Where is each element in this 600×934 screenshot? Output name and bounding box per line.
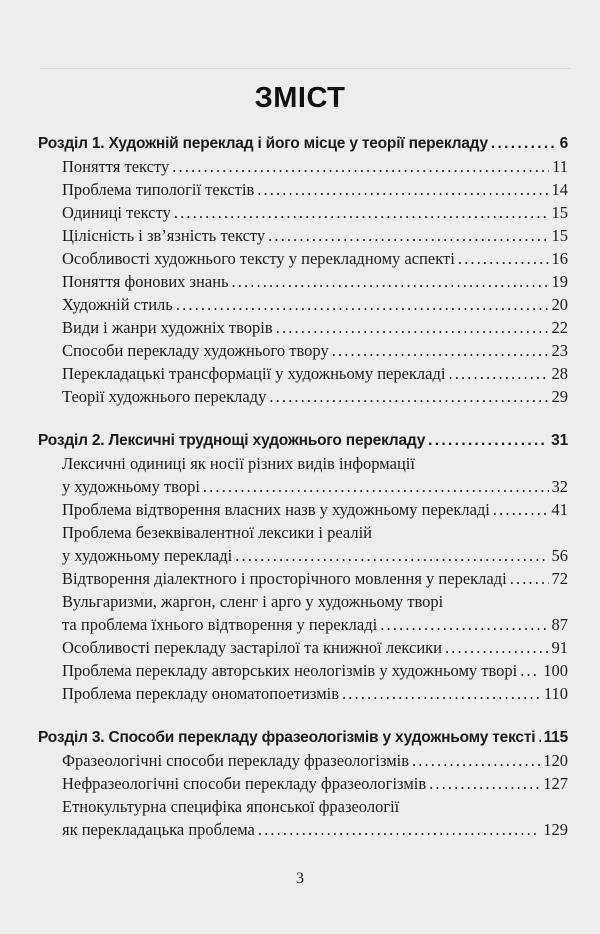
dot-leader	[342, 682, 541, 705]
entry-page: 32	[551, 477, 568, 496]
entry-title: Особливості перекладу застарілої та книжної лексики	[62, 638, 443, 657]
entry-page: 29	[551, 387, 568, 406]
dot-leader	[491, 132, 557, 155]
entry-title: Лексичні одиниці як носії різних видів інформації	[62, 454, 415, 473]
toc-entry[interactable]	[38, 818, 568, 841]
toc-entry[interactable]	[38, 385, 568, 408]
section-title: Розділ 2. Лексичні труднощі художнього перекладу	[38, 432, 426, 449]
entry-title: Проблема перекладу авторських неологізмів у художньому творі	[62, 661, 518, 680]
toc-entry[interactable]	[38, 682, 568, 705]
entry-page: 20	[551, 295, 568, 314]
entry-page: 129	[543, 820, 568, 839]
entry-title: Способи перекладу художнього твору	[62, 341, 329, 360]
entry-title: Поняття тексту	[62, 157, 170, 176]
dot-leader	[174, 201, 549, 224]
entry-title: Вульгаризми, жаргон, сленг і арго у художньому творі	[62, 592, 444, 611]
entry-title: як перекладацька проблема	[62, 820, 255, 839]
toc-entry[interactable]	[38, 749, 568, 772]
dot-leader	[269, 385, 548, 408]
dot-leader	[429, 772, 540, 795]
entry-title: Фразеологічні способи перекладу фразеологізмів	[62, 751, 410, 770]
toc-entry[interactable]	[38, 247, 568, 270]
entry-title: Проблема безеквівалентної лексики і реалій	[62, 523, 372, 542]
section-page: 6	[559, 135, 568, 152]
entry-title: Цілісність і зв’язність тексту	[62, 226, 266, 245]
toc-entry[interactable]	[38, 339, 568, 362]
entry-title: та проблема їхнього відтворення у перекладі	[62, 615, 378, 634]
entry-title: Особливості художнього тексту у перекладному аспекті	[62, 249, 455, 268]
dot-leader	[428, 429, 548, 452]
page-number: 3	[296, 870, 304, 887]
dot-leader	[268, 224, 548, 247]
dot-leader	[412, 749, 540, 772]
entry-page: 16	[551, 249, 568, 268]
entry-page: 15	[551, 203, 568, 222]
toc-entry[interactable]	[38, 270, 568, 293]
dot-leader	[380, 613, 548, 636]
entry-page: 72	[551, 569, 568, 588]
toc-entry[interactable]	[38, 475, 568, 498]
dot-leader	[232, 270, 549, 293]
toc-entry[interactable]	[38, 567, 568, 590]
dot-leader	[235, 544, 548, 567]
entry-title: Одиниці тексту	[62, 203, 171, 222]
dot-leader	[510, 567, 549, 590]
entry-title: Теорії художнього перекладу	[62, 387, 267, 406]
toc-entry[interactable]	[38, 613, 568, 636]
entry-page: 100	[543, 661, 568, 680]
entry-page: 127	[543, 774, 568, 793]
dot-leader	[520, 659, 540, 682]
toc-entry[interactable]	[38, 590, 568, 613]
entry-title: Види і жанри художніх творів	[62, 318, 273, 337]
entry-title: Проблема перекладу ономатопоетизмів	[62, 684, 340, 703]
entry-page: 11	[552, 157, 568, 176]
dot-leader	[445, 636, 548, 659]
entry-page: 15	[551, 226, 568, 245]
entry-title: Художній стиль	[62, 295, 173, 314]
toc-entry[interactable]	[38, 362, 568, 385]
entry-page: 91	[551, 638, 568, 657]
dot-leader	[258, 818, 540, 841]
dot-leader	[448, 362, 548, 385]
entry-page: 19	[551, 272, 568, 291]
entry-page: 120	[543, 751, 568, 770]
dot-leader	[257, 178, 548, 201]
toc-entry[interactable]	[38, 293, 568, 316]
table-of-contents	[38, 132, 568, 841]
section-title: Розділ 3. Способи перекладу фразеологізмів у художньому тексті	[38, 729, 536, 746]
section-page: 115	[543, 729, 568, 746]
header-rule	[40, 68, 570, 69]
toc-entry[interactable]	[38, 498, 568, 521]
entry-page: 87	[551, 615, 568, 634]
dot-leader	[538, 726, 540, 749]
toc-entry[interactable]	[38, 636, 568, 659]
entry-page: 22	[551, 318, 568, 337]
toc-entry[interactable]	[38, 795, 568, 818]
entry-title: у художньому перекладі	[62, 546, 233, 565]
entry-title: у художньому творі	[62, 477, 200, 496]
page-title: ЗМІСТ	[254, 82, 346, 114]
toc-entry[interactable]	[38, 544, 568, 567]
entry-title: Поняття фонових знань	[62, 272, 229, 291]
section-heading[interactable]	[38, 132, 568, 155]
section-page: 31	[551, 432, 568, 449]
toc-entry[interactable]	[38, 178, 568, 201]
toc-entry[interactable]	[38, 521, 568, 544]
dot-leader	[172, 155, 549, 178]
entry-page: 110	[543, 684, 568, 703]
entry-page: 14	[551, 180, 568, 199]
dot-leader	[493, 498, 549, 521]
section-title: Розділ 1. Художній переклад і його місце у теорії перекладу	[38, 135, 488, 152]
entry-page: 56	[551, 546, 568, 565]
dot-leader	[332, 339, 549, 362]
toc-entry[interactable]	[38, 659, 568, 682]
section-heading[interactable]	[38, 726, 568, 749]
entry-title: Етнокультурна специфіка японської фразеології	[62, 797, 400, 816]
section-heading[interactable]	[38, 429, 568, 452]
entry-page: 28	[551, 364, 568, 383]
entry-title: Нефразеологічні способи перекладу фразеологізмів	[62, 774, 427, 793]
entry-title: Проблема відтворення власних назв у художньому перекладі	[62, 500, 490, 519]
toc-entry[interactable]	[38, 201, 568, 224]
dot-leader	[276, 316, 549, 339]
entry-title: Перекладацькі трансформації у художньому перекладі	[62, 364, 446, 383]
toc-entry[interactable]	[38, 316, 568, 339]
entry-page: 41	[551, 500, 568, 519]
toc-entry[interactable]	[38, 772, 568, 795]
toc-entry[interactable]	[38, 452, 568, 475]
entry-page: 23	[551, 341, 568, 360]
toc-entry[interactable]	[38, 155, 568, 178]
dot-leader	[203, 475, 549, 498]
entry-title: Проблема типології текстів	[62, 180, 255, 199]
dot-leader	[458, 247, 549, 270]
entry-title: Відтворення діалектного і просторічного мовлення у перекладі	[62, 569, 507, 588]
toc-entry[interactable]	[38, 224, 568, 247]
dot-leader	[176, 293, 549, 316]
